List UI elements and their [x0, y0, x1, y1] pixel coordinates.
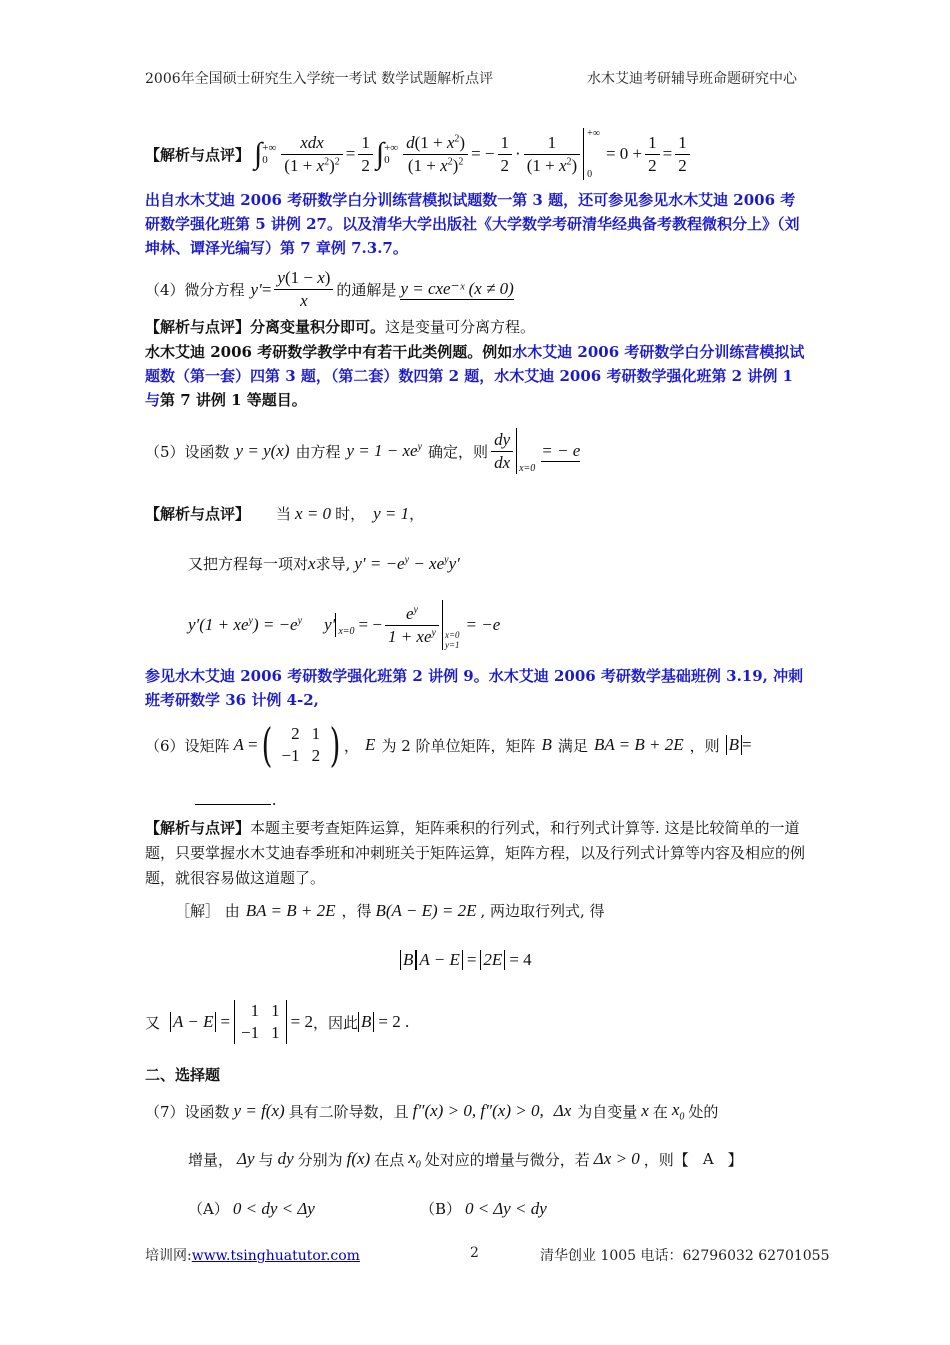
footer-right: 清华创业 1005 电话：62796032 62701055	[540, 1248, 830, 1264]
matrix-cell: 1	[311, 724, 321, 743]
reference-block-3: 参见水木艾迪 2006 考研数学强化班第 2 讲例 9。水木艾迪 2006 考研数学基础班例 3.19, 冲刺班考研数学 36 计例 4-2,	[145, 667, 804, 709]
analysis-label: 【解析与点评】	[145, 145, 251, 164]
analysis-q4-rest: 这是变量可分离方程。	[385, 318, 536, 336]
q5-step-derivative: 又把方程每一项对 x 求导, $y' = -e^y - xe^yy'$	[188, 553, 460, 573]
analysis-q5: 【解析与点评】 当 x = 0 时， y = 1 ，	[145, 503, 425, 523]
matrix-cell: 1	[250, 1001, 260, 1020]
footer-link[interactable]: www.tsinghuatutor.com	[191, 1248, 360, 1264]
analysis-q3: 【解析与点评】 ∫ +∞ 0 $\frac{\text{xdx}}{(1 + x^2)^2}$ = $\frac{1}{2}$ ∫ +∞ 0 $\frac{d(1 + x^2)}{(1 + x^2)^2}$ = − $\frac{1}{2}$ · $\frac{1}{(1 + x^2)}$ +∞ 0 = 0 + $\frac{1}{2}$ = $\frac{1}{2}$	[145, 128, 693, 180]
q4-answer: y = cxe⁻ˣ (x ≠ 0)	[400, 279, 514, 298]
q5-answer: = − e	[541, 440, 581, 460]
analysis-q4	[145, 316, 535, 337]
header-left: 2006年全国硕士研究生入学统一考试 数学试题解析点评	[145, 71, 494, 87]
matrix-cell: 2	[311, 746, 321, 765]
question-5: （5）设函数 y = y(x) 由方程 $y = 1 - xe^y$ 确定，则 $\frac{dy}{dx}$ x=0 = − e	[145, 429, 581, 474]
section-title: 二、选择题	[145, 1066, 221, 1084]
question-6: （6）设矩阵 A = ( 2 1 −1 2 ) ， E 为 2 阶单位矩阵，矩阵 B 满足 BA = B + 2E ，则 B =	[145, 718, 752, 772]
question-7-line1: （7）设函数 y = f(x) 具有二阶导数，且 f″(x) > 0, f″(x) > 0, Δx 为自变量 x 在 $x_0$ 处的	[145, 1100, 719, 1123]
page-number: 2	[470, 1245, 479, 1261]
reference-block-2: 水木艾迪 2006 考研数学教学中有若干此类例题。例如水木艾迪 2006 考研数学白分训练营模拟试题数（第一套）四第 3 题，（第二套）数四第 2 题，水木艾迪 2006 考研数学强化班第 2 讲例 1 与第 7 讲例 1 等题目。	[145, 343, 805, 409]
q5-step-result: $y'(1 + xe^y) = -e^y$ y′ x=0 = − $\frac{e^y}{1 + xe^y}$ x=0 y=1 = −e	[188, 600, 500, 650]
matrix-cell: −1	[241, 1023, 260, 1042]
analysis-label: 【解析与点评】	[145, 318, 251, 336]
q4-label: （4）微分方程	[145, 281, 245, 299]
matrix-a: ( 2 1 −1 2 )	[261, 718, 341, 772]
question-7-line2: 增量， Δy 与 dy 分别为 f(x) 在点 $x_0$ 处对应的增量与微分，若 Δx > 0 ，则【 A 】	[188, 1148, 743, 1171]
q6-solution: ［解］ 由 BA = B + 2E ，得 B(A − E) = 2E , 两边取行列式, 得	[175, 900, 605, 920]
q4-mid: 的通解是	[336, 281, 397, 299]
matrix-a-minus-e	[234, 1000, 287, 1044]
header-right: 水木艾迪考研辅导班命题研究中心	[587, 71, 797, 87]
matrix-cell: 1	[271, 1023, 280, 1042]
analysis-q6: 【解析与点评】本题主要考查矩阵运算，矩阵乘积的行列式，和行列式计算等. 这是比较简单的一道题，只要掌握水木艾迪春季班和冲刺班关于矩阵运算，矩阵方程，以及行列式计算等内容及相应的例题，就很容易做这道题了。	[145, 819, 806, 887]
reference-block-1: 出自水木艾迪 2006 考研数学白分训练营模拟试题数一第 3 题，还可参见参见水木艾迪 2006 考研数学强化班第 5 讲例 27。以及清华大学出版社《大学数学考研清华经典备考教程微积分上》（刘坤林、谭泽光编写）第 7 章例 7.3.7。	[145, 191, 800, 257]
q7-option-a: （A） 0 < dy < Δy	[188, 1198, 315, 1218]
q7-answer: A	[702, 1150, 714, 1169]
question-4: （4）微分方程 y′ = $\frac{y(1 - x)}{x}$ 的通解是 y = cxe⁻ˣ (x ≠ 0)	[145, 268, 514, 310]
footer-left: 培训网:www.tsinghuatutor.com	[145, 1248, 360, 1264]
analysis-q4-bold: 分离变量积分即可。	[250, 318, 386, 336]
matrix-cell: 1	[271, 1001, 280, 1020]
matrix-cell: −1	[281, 746, 300, 765]
q6-answer-blank	[195, 804, 271, 805]
q6-determinant-eq: B A − E = 2E = 4	[400, 950, 532, 970]
q6-determinant-calc: 又 A − E = 1 1 −1 1 = 2 ，因此 B = 2 .	[145, 1001, 410, 1042]
q7-option-b: （B） 0 < Δy < dy	[420, 1198, 547, 1218]
matrix-cell: 2	[291, 724, 300, 743]
